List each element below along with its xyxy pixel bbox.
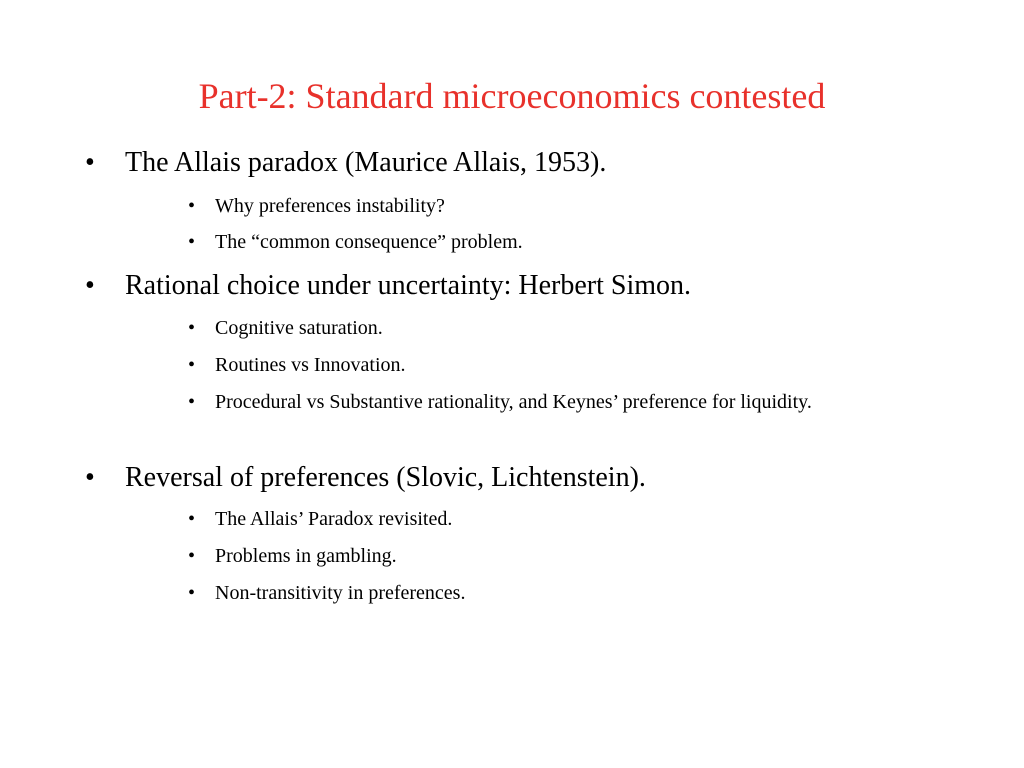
bullet-icon: • — [85, 147, 95, 178]
bullet-level2-item — [188, 226, 888, 258]
bullet-text: Non-transitivity in preferences. — [215, 582, 466, 604]
bullet-text: Reversal of preferences (Slovic, Lichtenstein). — [125, 462, 646, 493]
bullet-level2-item — [188, 503, 888, 535]
bullet-icon: • — [188, 317, 196, 339]
bullet-text: The Allais paradox (Maurice Allais, 1953). — [125, 147, 607, 178]
bullet-text: Problems in gambling. — [215, 545, 397, 567]
bullet-text: Why preferences instability? — [215, 195, 445, 217]
slide-title: Part-2: Standard microeconomics contested — [198, 76, 826, 116]
bullet-icon: • — [188, 508, 196, 530]
bullet-icon: • — [85, 270, 95, 301]
bullet-level2-item — [188, 540, 888, 572]
bullet-text: The Allais’ Paradox revisited. — [215, 508, 453, 530]
bullet-icon: • — [188, 231, 196, 253]
bullet-icon: • — [188, 195, 196, 217]
bullet-icon: • — [85, 462, 95, 493]
bullet-icon: • — [188, 391, 196, 413]
bullet-level2-item — [188, 386, 888, 418]
bullet-text: Procedural vs Substantive rationality, and Keynes’ preference for liquidity. — [215, 391, 812, 413]
bullet-level2-item — [188, 349, 888, 381]
bullet-text: The “common consequence” problem. — [215, 231, 523, 253]
bullet-text: Routines vs Innovation. — [215, 354, 406, 376]
bullet-icon: • — [188, 582, 196, 604]
bullet-level2-item — [188, 312, 888, 344]
bullet-icon: • — [188, 354, 196, 376]
bullet-icon: • — [188, 545, 196, 567]
bullet-level2-item — [188, 190, 888, 222]
bullet-text: Rational choice under uncertainty: Herbert Simon. — [125, 270, 692, 301]
bullet-text: Cognitive saturation. — [215, 317, 383, 339]
bullet-level2-item — [188, 577, 888, 609]
